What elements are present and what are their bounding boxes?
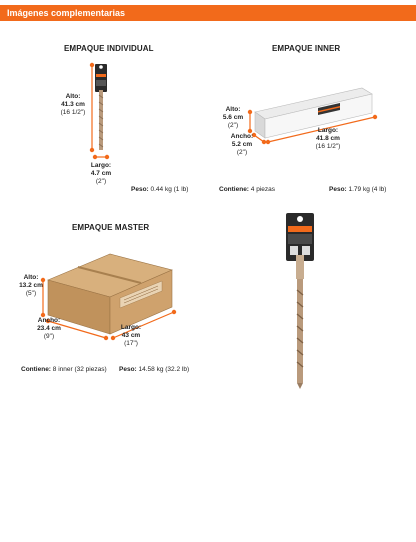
master-largo-label: Largo: — [120, 324, 142, 331]
master-largo-cm: 43 cm — [121, 332, 141, 339]
inner-contiene — [219, 186, 275, 193]
inner-ancho-label: Ancho: — [230, 133, 254, 140]
inner-contiene-label: Contiene: — [219, 186, 249, 193]
section-banner: Imágenes complementarias — [0, 5, 416, 21]
master-peso-label: Peso: — [119, 366, 137, 373]
individual-peso-label: Peso: — [131, 186, 149, 193]
master-alto — [16, 274, 46, 298]
individual-peso-value: 0.44 kg (1 lb) — [150, 186, 189, 193]
inner-largo-cm: 41.8 cm — [316, 135, 340, 142]
inner-alto-label: Alto: — [225, 106, 241, 113]
inner-ancho — [226, 133, 258, 157]
title-empaque-inner: EMPAQUE INNER — [272, 44, 341, 53]
master-ancho-cm: 23.4 cm — [37, 325, 61, 332]
master-largo — [116, 324, 146, 348]
master-ancho-in: (9") — [43, 333, 55, 340]
title-empaque-master: EMPAQUE MASTER — [72, 223, 150, 232]
inner-alto-in: (2") — [227, 122, 239, 129]
master-alto-cm: 13.2 cm — [19, 282, 43, 289]
master-ancho-label: Ancho: — [37, 317, 61, 324]
master-peso — [119, 366, 189, 373]
master-peso-value: 14.58 kg (32.2 lb) — [138, 366, 190, 373]
drill-bit-image — [286, 213, 314, 389]
individual-largo-label: Largo: — [90, 162, 112, 169]
master-contiene-label: Contiene: — [21, 366, 51, 373]
inner-ancho-cm: 5.2 cm — [231, 141, 253, 148]
individual-peso — [131, 186, 188, 193]
master-ancho — [34, 317, 64, 341]
master-largo-in: (17") — [124, 340, 138, 347]
individual-alto-cm: 41.3 cm — [61, 101, 85, 108]
inner-alto-cm: 5.6 cm — [222, 114, 244, 121]
master-contiene-value: 8 inner (32 piezas) — [52, 366, 107, 373]
inner-alto — [219, 106, 247, 130]
inner-largo-in: (16 1/2") — [315, 143, 341, 150]
individual-largo-cm: 4.7 cm — [90, 170, 112, 177]
inner-ancho-in: (2") — [236, 149, 248, 156]
title-empaque-individual: EMPAQUE INDIVIDUAL — [64, 44, 154, 53]
master-alto-in: (5") — [25, 290, 37, 297]
inner-largo-label: Largo: — [317, 127, 339, 134]
inner-largo — [310, 127, 346, 151]
inner-peso-value: 1.79 kg (4 lb) — [348, 186, 387, 193]
individual-package-image — [95, 64, 107, 150]
individual-largo-in: (2") — [95, 178, 107, 185]
master-contiene — [21, 366, 107, 373]
individual-alto-label: Alto: — [65, 93, 81, 100]
inner-peso — [329, 186, 386, 193]
master-box-image — [48, 254, 172, 334]
master-alto-label: Alto: — [23, 274, 39, 281]
individual-alto-in: (16 1/2") — [60, 109, 86, 116]
individual-alto — [58, 93, 88, 117]
individual-largo — [86, 162, 116, 186]
inner-peso-label: Peso: — [329, 186, 347, 193]
inner-contiene-value: 4 piezas — [250, 186, 276, 193]
